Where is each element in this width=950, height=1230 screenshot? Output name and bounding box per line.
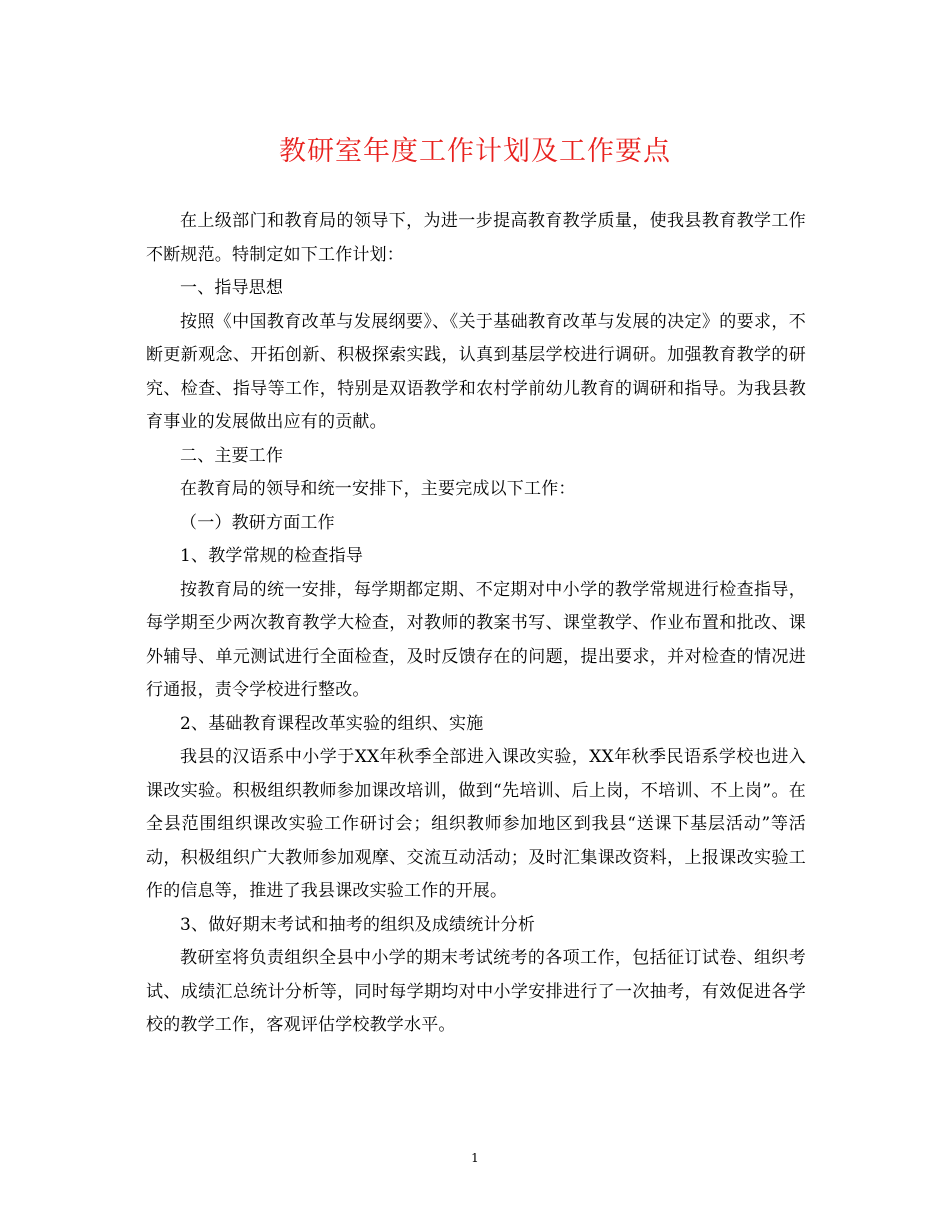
routine-inspection-paragraph: 按教育局的统一安排，每学期都定期、不定期对中小学的教学常规进行检查指导，每学期至少两次教育教学大检查，对教师的教案书写、课堂教学、作业布置和批改、课外辅导、单元测试进行全面检查，及时反馈存在的问题，提出要求，并对检查的情况进行通报，责令学校进行整改。 [146,579,806,700]
item-heading-curriculum-reform: 2、基础教育课程改革实验的组织、实施 [180,713,484,734]
page-number: 1 [471,1151,479,1165]
section-heading-guiding-ideology: 一、指导思想 [180,278,284,298]
guiding-ideology-paragraph: 按照《中国教育改革与发展纲要》、《关于基础教育改革与发展的决定》的要求，不断更新观念、开拓创新、积极探索实践，认真到基层学校进行调研。加强教育教学的研究、检查、指导等工作，特别是双语教学和农村学前幼儿教育的调研和指导。为我县教育事业的发展做出应有的贡献。 [146,311,806,432]
intro-paragraph: 在上级部门和教育局的领导下，为进一步提高教育教学质量，使我县教育教学工作不断规范。特制定如下工作计划： [146,211,806,265]
subsection-heading-research-work: （一）教研方面工作 [180,512,335,533]
item-heading-routine-inspection: 1、教学常规的检查指导 [180,546,364,566]
curriculum-reform-paragraph: 我县的汉语系中小学于XX年秋季全部进入课改实验，XX年秋季民语系学校也进入课改实验。积极组织教师参加课改培训，做到“先培训、后上岗，不培训、不上岗”。在全县范围组织课改实验工作研讨会；组织教师参加地区到我县“送课下基层活动”等活动，积极组织广大教师参加观摩、交流互动活动；及时汇集课改资料，上报课改实验工作的信息等，推进了我县课改实验工作的开展。 [146,747,806,901]
main-work-intro-paragraph: 在教育局的领导和统一安排下，主要完成以下工作： [180,479,576,499]
final-exams-paragraph: 教研室将负责组织全县中小学的期末考试统考的各项工作，包括征订试卷、组织考试、成绩汇总统计分析等，同时每学期均对中小学安排进行了一次抽考，有效促进各学校的教学工作，客观评估学校教学水平。 [146,948,806,1035]
item-heading-final-exams: 3、做好期末考试和抽考的组织及成绩统计分析 [180,914,536,935]
section-heading-main-work: 二、主要工作 [180,445,284,466]
document-body [146,205,806,1043]
document-title: 教研室年度工作计划及工作要点 [279,136,671,167]
